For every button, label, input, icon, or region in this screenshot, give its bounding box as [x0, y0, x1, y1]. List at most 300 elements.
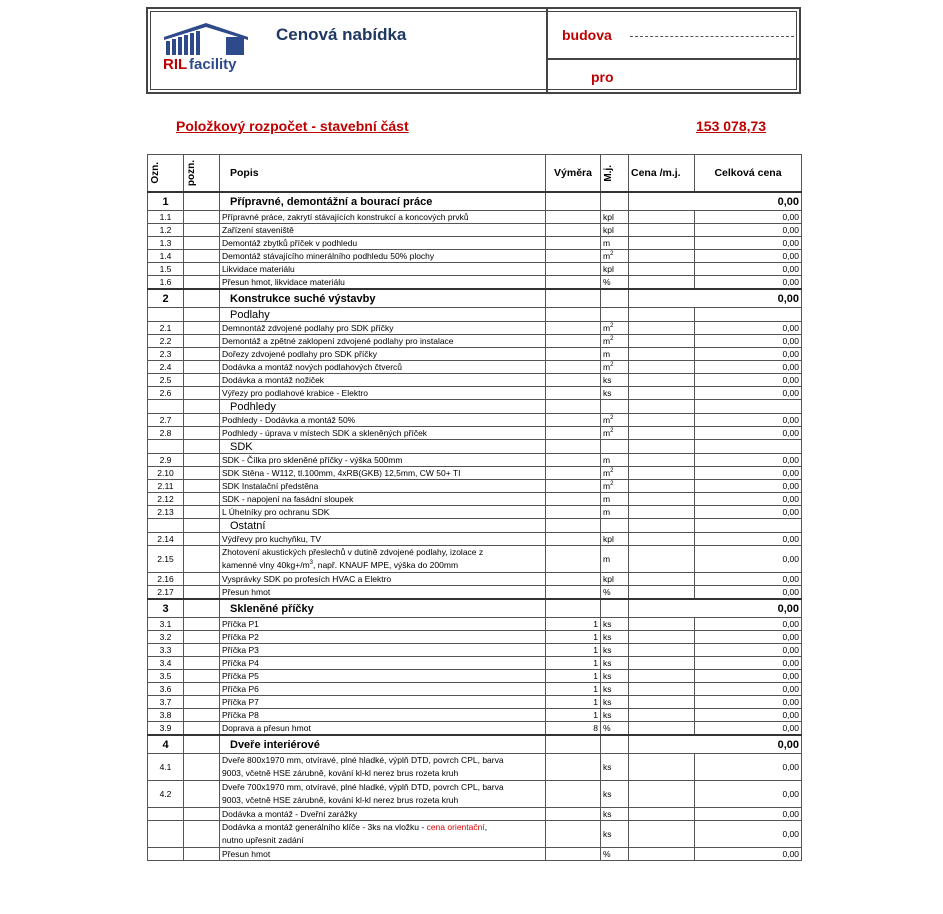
table-row [148, 374, 802, 387]
cell-popis: Výřezy pro podlahové krabice - Elektro [220, 387, 546, 400]
cell-pozn [184, 670, 220, 683]
cell-popis: Demontáž stávajícího minerálního podhledu 50% plochy [220, 250, 546, 263]
cell-cena [629, 618, 695, 631]
cell-ozn: 3.5 [148, 670, 184, 683]
cell-mj: ks [601, 644, 629, 657]
cell-ozn: 3.9 [148, 722, 184, 736]
cell-vymera [546, 263, 601, 276]
col-header-mj: M.j. [601, 155, 629, 193]
cell-mj [601, 192, 629, 211]
table-row [148, 709, 802, 722]
table-row [148, 454, 802, 467]
cell-total: 0,00 [695, 467, 802, 480]
cell-popis: Příčka P4 [220, 657, 546, 670]
cell-cena [629, 263, 695, 276]
cell-popis: Přesun hmot [220, 848, 546, 861]
cell-ozn: 1.2 [148, 224, 184, 237]
cell-pozn [184, 211, 220, 224]
cell-ozn: 2.15 [148, 546, 184, 573]
cell-vymera [546, 506, 601, 519]
cell-total: 0,00 [629, 289, 802, 308]
table-row [148, 573, 802, 586]
cell-popis: Skleněné příčky [220, 599, 546, 618]
cell-cena [629, 808, 695, 821]
cell-mj: ks [601, 696, 629, 709]
col-header-popis: Popis [220, 155, 546, 193]
cell-ozn: 2.12 [148, 493, 184, 506]
table-row [148, 670, 802, 683]
cell-pozn [184, 224, 220, 237]
cell-total [695, 519, 802, 533]
cell-mj: $m^2$ [601, 414, 629, 427]
cell-mj: ks [601, 781, 629, 808]
cell-pozn [184, 644, 220, 657]
cell-pozn [184, 289, 220, 308]
table-row [148, 631, 802, 644]
cell-mj: ks [601, 387, 629, 400]
cell-vymera [546, 493, 601, 506]
cell-pozn [184, 480, 220, 493]
cell-pozn [184, 821, 220, 848]
cell-ozn: 2.5 [148, 374, 184, 387]
cell-ozn: 2.10 [148, 467, 184, 480]
cell-cena [629, 427, 695, 440]
cell-vymera [546, 599, 601, 618]
table-row [148, 322, 802, 335]
cell-popis: Příčka P7 [220, 696, 546, 709]
cell-cena [629, 211, 695, 224]
cell-mj: $m^2$ [601, 427, 629, 440]
cell-vymera [546, 361, 601, 374]
cell-total: 0,00 [695, 670, 802, 683]
cell-total: 0,00 [695, 821, 802, 848]
cell-popis: Přesun hmot, likvidace materiálu [220, 276, 546, 290]
cell-cena [629, 493, 695, 506]
table-row [148, 519, 802, 533]
cell-mj: ks [601, 631, 629, 644]
table-row [148, 493, 802, 506]
cell-total [695, 400, 802, 414]
cell-vymera [546, 348, 601, 361]
cell-ozn: 1.4 [148, 250, 184, 263]
cell-pozn [184, 335, 220, 348]
cell-cena [629, 440, 695, 454]
cell-ozn [148, 848, 184, 861]
cell-total: 0,00 [695, 348, 802, 361]
table-row [148, 586, 802, 600]
budova-label: budova [562, 27, 612, 43]
table-row [148, 237, 802, 250]
document-title: Cenová nabídka [276, 25, 407, 44]
cell-total: 0,00 [695, 454, 802, 467]
cell-cena [629, 361, 695, 374]
cell-pozn [184, 493, 220, 506]
cell-total: 0,00 [695, 709, 802, 722]
cell-vymera [546, 211, 601, 224]
cell-pozn [184, 735, 220, 754]
cell-cena [629, 519, 695, 533]
cell-ozn: 2.6 [148, 387, 184, 400]
cell-vymera [546, 289, 601, 308]
cell-popis: Dveře 700x1970 mm, otvíravé, plné hladké, výplň DTD, povrch CPL, barva 9003, včetně HSE zárubně, kování kl-kl nerez brus rozeta kruh [220, 781, 546, 808]
table-row [148, 467, 802, 480]
cell-vymera [546, 781, 601, 808]
table-row [148, 546, 802, 573]
table-row [148, 348, 802, 361]
cell-vymera [546, 821, 601, 848]
cell-vymera [546, 335, 601, 348]
cell-total: 0,00 [695, 480, 802, 493]
table-row [148, 696, 802, 709]
cell-mj: kpl [601, 533, 629, 546]
cell-popis: Demnontáž zdvojené podlahy pro SDK příčky [220, 322, 546, 335]
cell-ozn: 2.4 [148, 361, 184, 374]
cell-popis: Dodávka a montáž - Dveřní zarážky [220, 808, 546, 821]
cell-total: 0,00 [695, 414, 802, 427]
cell-total: 0,00 [695, 533, 802, 546]
cell-vymera [546, 192, 601, 211]
cell-ozn: 2.8 [148, 427, 184, 440]
table-row [148, 192, 802, 211]
cell-mj: $m^2$ [601, 467, 629, 480]
table-row [148, 618, 802, 631]
cell-cena [629, 400, 695, 414]
cell-popis: Příčka P2 [220, 631, 546, 644]
cell-vymera [546, 480, 601, 493]
cell-total: 0,00 [695, 335, 802, 348]
table-row [148, 657, 802, 670]
cell-vymera [546, 454, 601, 467]
cell-total: 0,00 [695, 657, 802, 670]
cell-ozn: 3.4 [148, 657, 184, 670]
cell-mj: kpl [601, 263, 629, 276]
cell-pozn [184, 722, 220, 736]
cell-popis: Příčka P3 [220, 644, 546, 657]
cell-cena [629, 467, 695, 480]
cell-popis: Podhledy - úprava v místech SDK a skleněných příček [220, 427, 546, 440]
cell-mj: kpl [601, 224, 629, 237]
table-body [148, 192, 802, 861]
cell-vymera: 1 [546, 657, 601, 670]
cell-total: 0,00 [695, 506, 802, 519]
cell-mj: ks [601, 683, 629, 696]
cell-popis: Podlahy [220, 308, 546, 322]
cell-popis: Přesun hmot [220, 586, 546, 600]
cell-ozn: 2.13 [148, 506, 184, 519]
cell-vymera [546, 237, 601, 250]
cell-total: 0,00 [695, 276, 802, 290]
table-row [148, 400, 802, 414]
cell-pozn [184, 467, 220, 480]
table-row [148, 821, 802, 848]
cell-mj: $m^2$ [601, 480, 629, 493]
cell-cena [629, 414, 695, 427]
cell-cena [629, 308, 695, 322]
cell-vymera [546, 308, 601, 322]
budget-total: 153 078,73 [696, 118, 767, 134]
cell-total: 0,00 [695, 618, 802, 631]
cell-vymera [546, 322, 601, 335]
cell-pozn [184, 400, 220, 414]
cell-total: 0,00 [695, 644, 802, 657]
cell-total: 0,00 [695, 387, 802, 400]
cell-popis: SDK [220, 440, 546, 454]
cell-mj [601, 289, 629, 308]
cell-cena [629, 722, 695, 736]
table-row [148, 781, 802, 808]
table-row [148, 480, 802, 493]
cell-mj: m [601, 348, 629, 361]
cell-pozn [184, 322, 220, 335]
cell-pozn [184, 599, 220, 618]
cell-ozn: 2.2 [148, 335, 184, 348]
cell-popis: Zařízení staveniště [220, 224, 546, 237]
cell-mj: $m^2$ [601, 322, 629, 335]
cell-vymera [546, 374, 601, 387]
cell-popis: Přípravné, demontážní a bourací práce [220, 192, 546, 211]
budget-table [147, 154, 802, 861]
cell-popis: Výdřevy pro kuchyňku, TV [220, 533, 546, 546]
cell-total: 0,00 [695, 781, 802, 808]
cell-mj: % [601, 722, 629, 736]
cell-vymera [546, 808, 601, 821]
cell-pozn [184, 308, 220, 322]
table-row [148, 335, 802, 348]
cell-vymera [546, 848, 601, 861]
cell-mj: $m^2$ [601, 361, 629, 374]
cell-pozn [184, 427, 220, 440]
cell-cena [629, 781, 695, 808]
table-row [148, 599, 802, 618]
cell-mj: ks [601, 709, 629, 722]
cell-ozn: 3.8 [148, 709, 184, 722]
cell-mj [601, 308, 629, 322]
cell-ozn: 1.5 [148, 263, 184, 276]
cell-pozn [184, 192, 220, 211]
cell-total: 0,00 [695, 427, 802, 440]
cell-ozn [148, 440, 184, 454]
cell-mj: m [601, 546, 629, 573]
cell-vymera: 1 [546, 683, 601, 696]
cell-vymera [546, 519, 601, 533]
cell-ozn: 1.3 [148, 237, 184, 250]
cell-total: 0,00 [695, 211, 802, 224]
cell-popis: Příčka P6 [220, 683, 546, 696]
cell-ozn: 3.3 [148, 644, 184, 657]
cell-total: 0,00 [629, 192, 802, 211]
cell-popis: Dodávka a montáž nožiček [220, 374, 546, 387]
cell-pozn [184, 237, 220, 250]
table-row [148, 722, 802, 736]
cell-ozn: 2.14 [148, 533, 184, 546]
cell-popis: Dodávka a montáž generálního klíče - 3ks na vložku - cena orientační, nutno upřesnit zadání [220, 821, 546, 848]
cell-popis: Příčka P8 [220, 709, 546, 722]
cell-mj: kpl [601, 573, 629, 586]
cell-vymera [546, 573, 601, 586]
cell-mj: ks [601, 808, 629, 821]
cell-vymera: 1 [546, 696, 601, 709]
cell-ozn: 2.17 [148, 586, 184, 600]
cell-vymera [546, 387, 601, 400]
table-row [148, 361, 802, 374]
cell-cena [629, 506, 695, 519]
cell-vymera: 1 [546, 631, 601, 644]
table-row [148, 263, 802, 276]
cell-popis: Dodávka a montáž nových podlahových čtverců [220, 361, 546, 374]
cell-popis: Demontáž zbytků příček v podhledu [220, 237, 546, 250]
table-row [148, 754, 802, 781]
cell-mj [601, 735, 629, 754]
ril-facility-logo [162, 23, 252, 73]
cell-mj: % [601, 586, 629, 600]
cell-cena [629, 322, 695, 335]
cell-mj [601, 599, 629, 618]
cell-ozn: 1 [148, 192, 184, 211]
cell-ozn [148, 308, 184, 322]
logo-facility-text: facility [189, 56, 237, 73]
cell-ozn: 2.7 [148, 414, 184, 427]
cell-total: 0,00 [695, 361, 802, 374]
cell-mj: ks [601, 618, 629, 631]
cell-cena [629, 657, 695, 670]
cell-ozn: 2.1 [148, 322, 184, 335]
table-row [148, 414, 802, 427]
pro-label: pro [591, 69, 614, 85]
cell-pozn [184, 586, 220, 600]
cell-popis: Dveře interiérové [220, 735, 546, 754]
cell-vymera [546, 440, 601, 454]
cell-ozn: 2.3 [148, 348, 184, 361]
table-row [148, 735, 802, 754]
cell-total: 0,00 [695, 848, 802, 861]
cell-vymera [546, 250, 601, 263]
table-row [148, 211, 802, 224]
cell-mj: $m^2$ [601, 250, 629, 263]
table-row [148, 808, 802, 821]
cell-ozn: 1.1 [148, 211, 184, 224]
cell-mj: ks [601, 374, 629, 387]
cell-vymera [546, 276, 601, 290]
cell-total: 0,00 [695, 493, 802, 506]
col-header-celkova: Celková cena [695, 155, 802, 193]
cell-popis: Demontáž a zpětné zaklopení zdvojené podlahy pro instalace [220, 335, 546, 348]
cell-pozn [184, 440, 220, 454]
cell-mj: % [601, 276, 629, 290]
cell-cena [629, 709, 695, 722]
cell-vymera [546, 427, 601, 440]
cell-total: 0,00 [695, 224, 802, 237]
cell-mj: ks [601, 821, 629, 848]
cell-vymera [546, 735, 601, 754]
cell-total: 0,00 [695, 586, 802, 600]
cell-total: 0,00 [695, 631, 802, 644]
cell-pozn [184, 848, 220, 861]
table-row [148, 289, 802, 308]
cell-ozn [148, 519, 184, 533]
header-divider [546, 9, 548, 92]
cell-pozn [184, 387, 220, 400]
cell-total: 0,00 [695, 808, 802, 821]
cell-pozn [184, 348, 220, 361]
table-row [148, 533, 802, 546]
cell-cena [629, 683, 695, 696]
table-row [148, 644, 802, 657]
cell-pozn [184, 754, 220, 781]
cell-ozn: 2.9 [148, 454, 184, 467]
budget-title: Položkový rozpočet - stavební část [176, 118, 409, 134]
cell-total [695, 440, 802, 454]
cell-pozn [184, 374, 220, 387]
cell-cena [629, 644, 695, 657]
cell-ozn: 3.2 [148, 631, 184, 644]
cell-popis: Dveře 800x1970 mm, otvíravé, plné hladké, výplň DTD, povrch CPL, barva 9003, včetně HSE zárubně, kování kl-kl nerez brus rozeta kruh [220, 754, 546, 781]
table-row [148, 506, 802, 519]
cell-mj: m [601, 454, 629, 467]
cell-popis: SDK - napojení na fasádní sloupek [220, 493, 546, 506]
cell-cena [629, 754, 695, 781]
cell-mj: ks [601, 670, 629, 683]
header-box [146, 7, 801, 94]
cell-cena [629, 348, 695, 361]
cell-popis: Podhledy - Dodávka a montáž 50% [220, 414, 546, 427]
cell-mj: ks [601, 657, 629, 670]
cell-popis: Příčka P1 [220, 618, 546, 631]
cell-popis: Konstrukce suché výstavby [220, 289, 546, 308]
cell-ozn: 4 [148, 735, 184, 754]
cell-cena [629, 454, 695, 467]
table-row [148, 683, 802, 696]
cell-ozn: 2.16 [148, 573, 184, 586]
cell-popis: Příčka P5 [220, 670, 546, 683]
cell-ozn: 3 [148, 599, 184, 618]
cell-cena [629, 224, 695, 237]
table-row [148, 440, 802, 454]
cell-ozn: 3.7 [148, 696, 184, 709]
cell-popis: L Úhelníky pro ochranu SDK [220, 506, 546, 519]
table-row [148, 250, 802, 263]
cell-cena [629, 573, 695, 586]
cell-vymera: 1 [546, 644, 601, 657]
cell-total: 0,00 [695, 374, 802, 387]
cell-pozn [184, 683, 220, 696]
cell-cena [629, 276, 695, 290]
cell-cena [629, 387, 695, 400]
cell-ozn [148, 808, 184, 821]
cell-ozn: 2 [148, 289, 184, 308]
cell-mj: % [601, 848, 629, 861]
col-header-cena-mj: Cena /m.j. [629, 155, 695, 193]
cell-vymera [546, 414, 601, 427]
cell-popis: Doprava a přesun hmot [220, 722, 546, 736]
cell-pozn [184, 573, 220, 586]
cell-popis: Vysprávky SDK po profesích HVAC a Elektro [220, 573, 546, 586]
cell-pozn [184, 709, 220, 722]
cell-vymera [546, 754, 601, 781]
cell-total: 0,00 [629, 735, 802, 754]
cell-mj: m [601, 237, 629, 250]
cell-total: 0,00 [695, 237, 802, 250]
cell-vymera [546, 546, 601, 573]
cell-vymera [546, 400, 601, 414]
cell-mj [601, 519, 629, 533]
cell-ozn: 1.6 [148, 276, 184, 290]
cell-cena [629, 480, 695, 493]
cell-pozn [184, 696, 220, 709]
cell-total: 0,00 [695, 683, 802, 696]
cell-cena [629, 335, 695, 348]
cell-pozn [184, 414, 220, 427]
cell-total: 0,00 [695, 696, 802, 709]
